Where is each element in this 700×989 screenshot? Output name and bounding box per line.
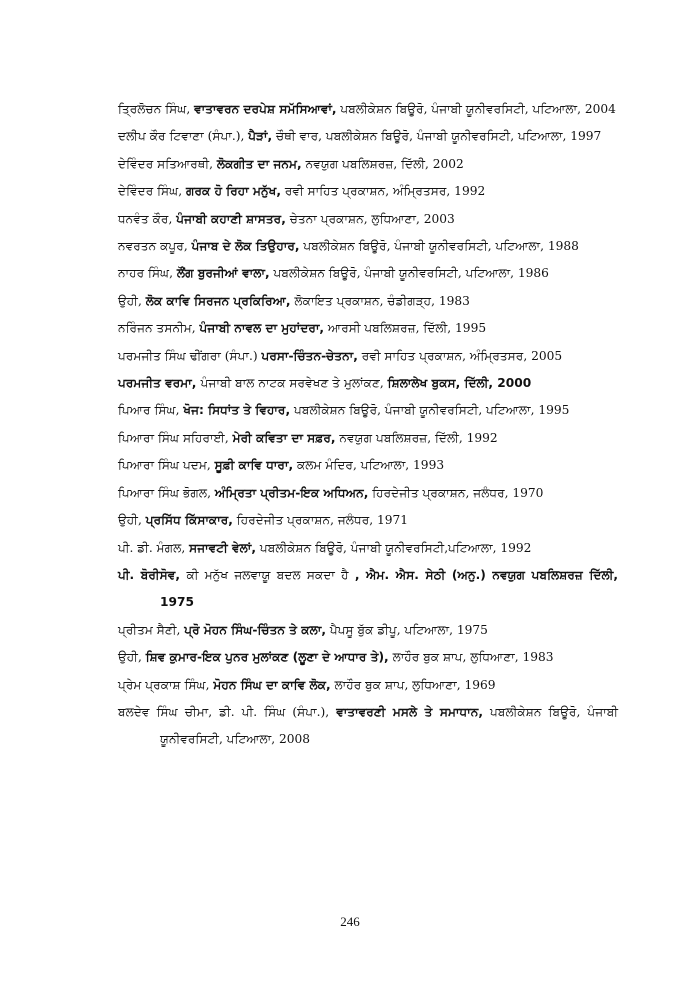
reference-title: ਮੋਹਨ ਸਿੰਘ ਦਾ ਕਾਵਿ ਲੋਕ, (213, 677, 331, 692)
page-number: 246 (340, 914, 360, 929)
reference-publication: ਨਵਯੁਗ ਪਬਲਿਸ਼ਰਜ਼, ਦਿੱਲੀ, 1992 (335, 430, 498, 445)
reference-publication: ਹਿਰਦੇਜੀਤ ਪ੍ਰਕਾਸ਼ਨ, ਜਲੰਧਰ, 1970 (368, 485, 544, 500)
reference-publisher: , ਐਮ. ਐਸ. ਸੇਠੀ (ਅਨੁ.) ਨਵਯੁਗ ਪਬਲਿਸ਼ਰਜ਼ ਦਿੱਲੀ, 1975 (160, 567, 618, 610)
reference-publication: ਪੰਜਾਬੀ ਬਾਲ ਨਾਟਕ ਸਰਵੇਖਣ ਤੇ ਮੁਲਾਂਕਣ, (200, 376, 388, 391)
reference-entry (118, 260, 618, 287)
reference-publication: ਹਿਰਦੇਜੀਤ ਪ੍ਰਕਾਸ਼ਨ, ਜਲੰਧਰ, 1971 (232, 513, 409, 528)
reference-publication: ਪਬਲੀਕੇਸ਼ਨ ਬਿਊਰੋ, ਪੰਜਾਬੀ ਯੂਨੀਵਰਸਿਟੀ, ਪਟਿਆਲਾ, 1995 (290, 403, 570, 418)
reference-entry (118, 343, 618, 370)
reference-title: ਲੋਕ ਕਾਵਿ ਸਿਰਜਨ ਪ੍ਰਕਿਰਿਆ, (145, 293, 291, 308)
reference-author: ਦੇਵਿੰਦਰ ਸਿੰਘ, (118, 184, 186, 199)
reference-entry (118, 535, 618, 562)
reference-author: ਪਿਆਰ ਸਿੰਘ, (118, 403, 184, 418)
reference-author: ਬਲਦੇਵ ਸਿੰਘ ਚੀਮਾ, ਡੀ. ਪੀ. ਸਿੰਘ (ਸੰਪਾ.), (118, 704, 337, 719)
reference-publisher: ਸ਼ਿਲਾਲੇਖ ਬੁਕਸ, ਦਿੱਲੀ, 2000 (387, 376, 532, 391)
reference-title: ਲੌਂਗ ਬੁਰਜੀਆਂ ਵਾਲਾ, (176, 266, 270, 281)
reference-entry (118, 123, 618, 150)
reference-publication: ਪਬਲੀਕੇਸ਼ਨ ਬਿਊਰੋ, ਪੰਜਾਬੀ ਯੂਨੀਵਰਸਿਟੀ, ਪਟਿਆਲਾ, 1988 (299, 239, 579, 254)
reference-entry (118, 178, 618, 205)
reference-entry (118, 562, 618, 617)
reference-title: ਵਾਤਾਵਰਨ ਦਰਪੇਸ਼ ਸਮੱਸਿਆਵਾਂ, (194, 102, 337, 116)
reference-title: ਸਜਾਵਟੀ ਵੇਲਾਂ, (189, 540, 256, 555)
reference-author: ਪੀ. ਬੋਰੀਸੋਵ, (118, 567, 187, 582)
reference-entry (118, 397, 618, 424)
reference-author: ਨਾਹਰ ਸਿੰਘ, (118, 266, 177, 281)
reference-title: ਸ਼ਿਵ ਕੁਮਾਰ-ਇਕ ਪੁਨਰ ਮੁਲਾਂਕਣ (ਲੂਣਾ ਦੇ ਆਧਾਰ ਤੇ), (145, 650, 389, 665)
reference-publication: ਰਵੀ ਸਾਹਿਤ ਪ੍ਰਕਾਸ਼ਨ, ਅੰਮ੍ਰਿਤਸਰ, 2005 (357, 348, 563, 363)
reference-entry (118, 288, 618, 315)
reference-publication: ਨਵਯੁਗ ਪਬਲਿਸ਼ਰਜ਼, ਦਿੱਲੀ, 2002 (301, 156, 464, 171)
reference-entry (118, 151, 618, 178)
reference-publication: ਪੈਪਸੂ ਬੁੱਕ ਡੀਪੂ, ਪਟਿਆਲਾ, 1975 (325, 622, 488, 637)
reference-entry (118, 507, 618, 534)
reference-entry (118, 452, 618, 479)
reference-publication: ਰਵੀ ਸਾਹਿਤ ਪ੍ਰਕਾਸ਼ਨ, ਅੰਮ੍ਰਿਤਸਰ, 1992 (281, 184, 486, 199)
reference-entry (118, 644, 618, 671)
reference-title: ਗਰਕ ਹੋ ਰਿਹਾ ਮਨੁੱਖ, (185, 184, 281, 199)
reference-author: ਪਿਆਰਾ ਸਿੰਘ ਭੋਗਲ, (118, 485, 215, 500)
reference-author: ਨਵਰਤਨ ਕਪੂਰ, (118, 239, 192, 254)
reference-title: ਪ੍ਰਸਿੱਧ ਕਿੱਸਾਕਾਰ, (145, 513, 233, 528)
reference-author: ਉਹੀ, (118, 650, 146, 665)
reference-author: ਤ੍ਰਿਲੋਚਨ ਸਿੰਘ, (118, 102, 195, 116)
reference-entry (118, 315, 618, 342)
reference-author: ਪ੍ਰੀਤਮ ਸੈਣੀ, (118, 622, 185, 637)
reference-entry (118, 96, 618, 123)
reference-entry (118, 617, 618, 644)
reference-publication: ਪਬਲੀਕੇਸ਼ਨ ਬਿਊਰੋ, ਪੰਜਾਬੀ ਯੂਨੀਵਰਸਿਟੀ,ਪਟਿਆਲਾ, 1992 (255, 540, 532, 555)
reference-entry (118, 233, 618, 260)
reference-title: ਪੰਜਾਬੀ ਕਹਾਣੀ ਸ਼ਾਸਤਰ, (176, 211, 286, 226)
reference-author: ਪ੍ਰੇਮ ਪ੍ਰਕਾਸ਼ ਸਿੰਘ, (118, 677, 214, 692)
reference-publication: ਪਬਲੀਕੇਸ਼ਨ ਬਿਊਰੋ, ਪੰਜਾਬੀ ਯੂਨੀਵਰਸਿਟੀ, ਪਟਿਆਲਾ, 2004 (336, 102, 616, 116)
reference-publication: ਲਾਹੌਰ ਬੁਕ ਸ਼ਾਪ, ਲੁਧਿਆਣਾ, 1983 (388, 650, 554, 665)
reference-publication: ਲੋਕਾਇਤ ਪ੍ਰਕਾਸ਼ਨ, ਚੰਡੀਗੜ੍ਹ, 1983 (290, 293, 470, 308)
reference-author: ਉਹੀ, (118, 513, 146, 528)
reference-entry (118, 370, 618, 397)
reference-author: ਧਨਵੰਤ ਕੌਰ, (118, 211, 177, 226)
reference-publication: ਚੇਤਨਾ ਪ੍ਰਕਾਸ਼ਨ, ਲੁਧਿਆਣਾ, 2003 (285, 211, 455, 226)
reference-author: ਨਰਿੰਜਨ ਤਸਨੀਮ, (118, 321, 200, 336)
reference-entry (118, 672, 618, 699)
reference-title: ਪੰਜਾਬੀ ਨਾਵਲ ਦਾ ਮੁਹਾਂਦਰਾ, (199, 321, 325, 336)
reference-title: ਪੈੜਾਂ, (248, 129, 273, 144)
reference-publication: ਪਬਲੀਕੇਸ਼ਨ ਬਿਊਰੋ, ਪੰਜਾਬੀ ਯੂਨੀਵਰਸਿਟੀ, ਪਟਿਆਲਾ, 2008 (160, 704, 618, 747)
reference-entry (118, 206, 618, 233)
bibliography-list (118, 96, 618, 754)
reference-entry (118, 480, 618, 507)
reference-title: ਪੰਜਾਬ ਦੇ ਲੋਕ ਤਿਉਹਾਰ, (191, 239, 300, 254)
reference-publication: ਕੀ ਮਨੁੱਖ ਜਲਵਾਯੂ ਬਦਲ ਸਕਦਾ ਹੈ (186, 567, 355, 582)
reference-author: ਪੀ. ਡੀ. ਮੰਗਲ, (118, 540, 190, 555)
reference-author: ਪਿਆਰਾ ਸਿੰਘ ਸਹਿਰਾਈ, (118, 430, 233, 445)
reference-title: ਲੋਕਗੀਤ ਦਾ ਜਨਮ, (216, 156, 302, 171)
reference-author: ਦੇਵਿੰਦਰ ਸਤਿਆਰਥੀ, (118, 156, 217, 171)
reference-publication: ਲਾਹੌਰ ਬੁਕ ਸ਼ਾਪ, ਲੁਧਿਆਣਾ, 1969 (330, 677, 496, 692)
reference-author: ਉਹੀ, (118, 293, 146, 308)
reference-author: ਪਿਆਰਾ ਸਿੰਘ ਪਦਮ, (118, 458, 215, 473)
reference-title: ਪ੍ਰੋ ਮੋਹਨ ਸਿੰਘ-ਚਿੰਤਨ ਤੇ ਕਲਾ, (184, 622, 326, 637)
reference-title: ਵਾਤਾਵਰਣੀ ਮਸਲੇ ਤੇ ਸਮਾਧਾਨ, (336, 704, 483, 719)
reference-title: ਮੇਰੀ ਕਵਿਤਾ ਦਾ ਸਫ਼ਰ, (232, 430, 336, 445)
reference-publication: ਪਬਲੀਕੇਸ਼ਨ ਬਿਊਰੋ, ਪੰਜਾਬੀ ਯੂਨੀਵਰਸਿਟੀ, ਪਟਿਆਲਾ, 1986 (269, 266, 549, 281)
reference-title: ਪਰਸਾ-ਚਿੰਤਨ-ਚੇਤਨਾ, (261, 348, 358, 363)
reference-entry (118, 425, 618, 452)
reference-publication: ਕਲਮ ਮੰਦਿਰ, ਪਟਿਆਲਾ, 1993 (293, 458, 445, 473)
reference-author: ਪਰਮਜੀਤ ਵਰਮਾ, (118, 376, 201, 391)
reference-author: ਪਰਮਜੀਤ ਸਿੰਘ ਢੀਂਗਰਾ (ਸੰਪਾ.) (118, 348, 262, 363)
reference-author: ਦਲੀਪ ਕੌਰ ਟਿਵਾਣਾ (ਸੰਪਾ.), (118, 129, 249, 144)
reference-title: ਸੂਫ਼ੀ ਕਾਵਿ ਧਾਰਾ, (214, 458, 294, 473)
reference-title: ਖੋਜ: ਸਿਧਾਂਤ ਤੇ ਵਿਹਾਰ, (183, 403, 291, 418)
reference-title: ਅੰਮ੍ਰਿਤਾ ਪ੍ਰੀਤਮ-ਇਕ ਅਧਿਅਨ, (214, 485, 369, 500)
reference-publication: ਆਰਸੀ ਪਬਲਿਸ਼ਰਜ਼, ਦਿੱਲੀ, 1995 (324, 321, 487, 336)
reference-publication: ਚੌਥੀ ਵਾਰ, ਪਬਲੀਕੇਸ਼ਨ ਬਿਊਰੋ, ਪੰਜਾਬੀ ਯੂਨੀਵਰਸਿਟੀ, ਪਟਿਆਲਾ, 1997 (272, 129, 602, 144)
reference-entry (118, 699, 618, 754)
